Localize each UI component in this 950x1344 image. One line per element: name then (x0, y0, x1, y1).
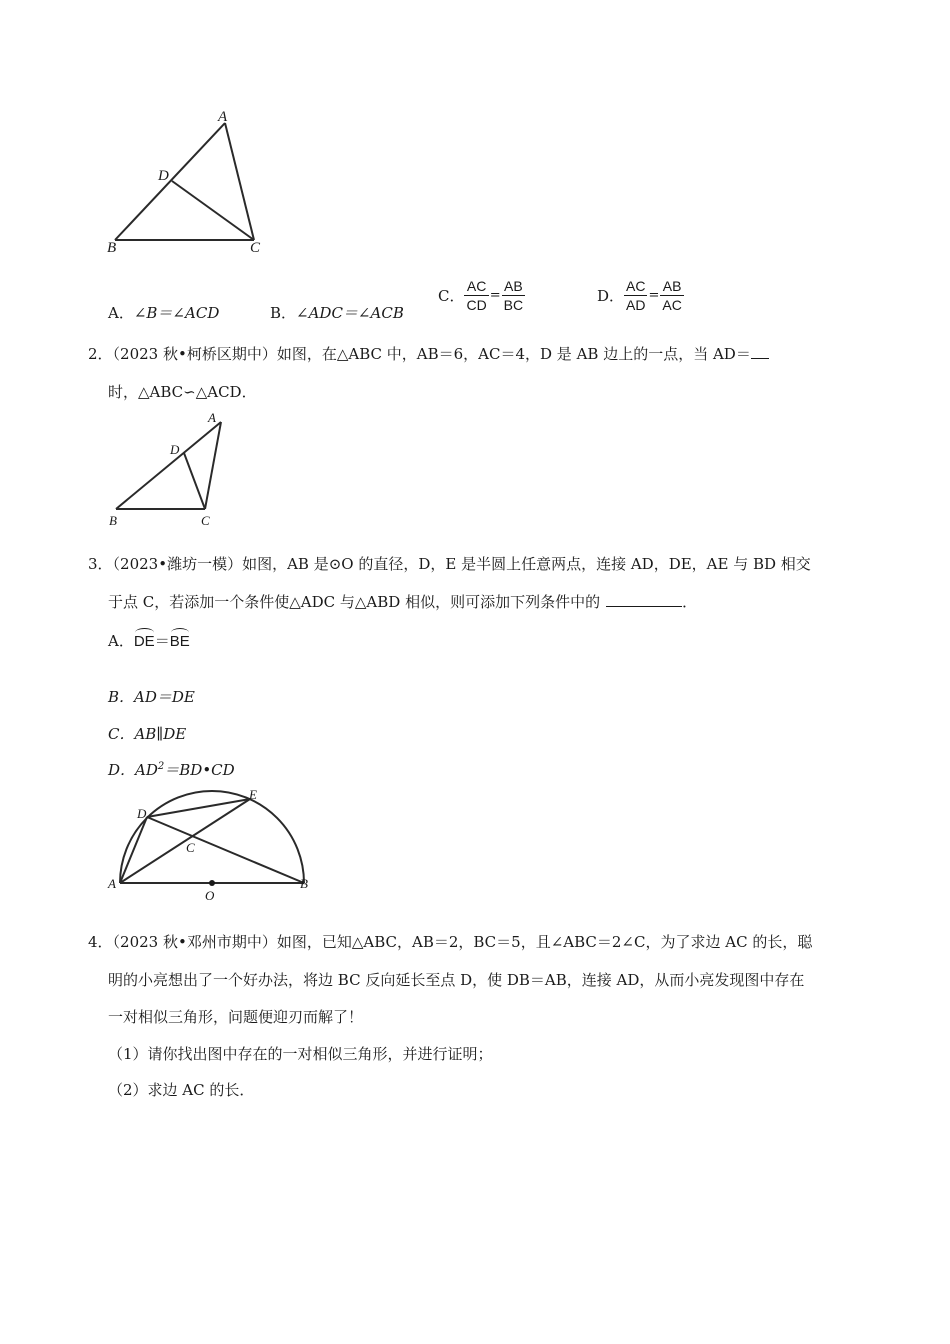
q1-option-a: A．∠B＝∠ACD (108, 304, 220, 322)
fig3-label-O: O (205, 888, 215, 903)
fig3-label-E: E (249, 787, 257, 802)
fig1-label-A: A (218, 109, 228, 125)
segment-AC (205, 422, 221, 509)
q1-option-b: B．∠ADC＝∠ACB (270, 304, 404, 322)
q4-subquestion-1: （1）请你找出图中存在的一对相似三角形，并进行证明； (108, 1045, 493, 1063)
arc-be: BE (169, 633, 190, 650)
q2-answer-blank (751, 358, 769, 359)
q3-option-a: A．DE＝BE (108, 632, 190, 650)
figure-2-triangle (100, 405, 250, 530)
fig3-label-D: D (137, 806, 147, 821)
fig3-label-B: B (300, 876, 308, 891)
fig1-label-D: D (158, 168, 169, 184)
fig3-label-A: A (108, 876, 116, 891)
arc-de: DE (133, 633, 155, 650)
q3-option-b: B．AD＝DE (108, 688, 195, 706)
fraction-ab-bc: $\frac{AB}{BC}$ (503, 278, 524, 313)
q3-option-c: C．AB∥DE (108, 725, 187, 743)
q1-option-c: C． $\frac{AC}{CD}$ = $\frac{AB}{BC}$ (438, 278, 524, 313)
fig2-label-B: B (109, 513, 117, 528)
q3-option-d: D．$AD^2=BD•CD$ (108, 761, 235, 779)
q3-line-2: 于点 C，若添加一个条件使△ADC 与△ABD 相似，则可添加下列条件中的 ． (108, 593, 698, 611)
fig2-label-D: D (170, 442, 180, 457)
q4-line-1: 4．（2023 秋•邓州市期中）如图，已知△ABC，AB＝2，BC＝5，且∠ABC＝2∠C，为了求边 AC 的长，聪 (88, 933, 813, 951)
fig1-label-B: B (107, 240, 117, 256)
q2-line-2: 时，△ABC∽△ACD． (108, 383, 257, 401)
center-point-O (209, 880, 215, 886)
q3-line-1: 3．（2023•潍坊一模）如图，AB 是⊙O 的直径，D，E 是半圆上任意两点，连接 AD，DE，AE 与 BD 相交 (88, 555, 811, 573)
segment-AB (115, 123, 225, 240)
segment-DC (184, 453, 205, 509)
segment-AB (116, 422, 221, 509)
fraction-ac-ad: $\frac{AC}{AD}$ (626, 278, 646, 313)
q4-subquestion-2: （2）求边 AC 的长． (108, 1081, 255, 1099)
fig2-label-C: C (201, 513, 210, 528)
figure-3-semicircle (100, 780, 320, 905)
fig2-label-A: A (208, 410, 216, 425)
q4-line-2: 明的小亮想出了一个好办法，将边 BC 反向延长至点 D，使 DB＝AB，连接 AD，从而小亮发现图中存在 (108, 971, 805, 989)
fraction-ab-ac: $\frac{AB}{AC}$ (662, 278, 682, 313)
fig3-label-C: C (186, 840, 195, 855)
q2-line-1: 2．（2023 秋•柯桥区期中）如图，在△ABC 中，AB＝6，AC＝4，D 是 AB 边上的一点，当 AD＝ (88, 343, 769, 364)
q3-answer-blank (606, 606, 682, 607)
fraction-ac-cd: $\frac{AC}{CD}$ (466, 278, 487, 313)
q1-option-d: D． $\frac{AC}{AD}$ = $\frac{AB}{AC}$ (597, 278, 682, 313)
fig1-label-C: C (250, 240, 261, 256)
q4-line-3: 一对相似三角形，问题便迎刃而解了！ (108, 1008, 364, 1026)
